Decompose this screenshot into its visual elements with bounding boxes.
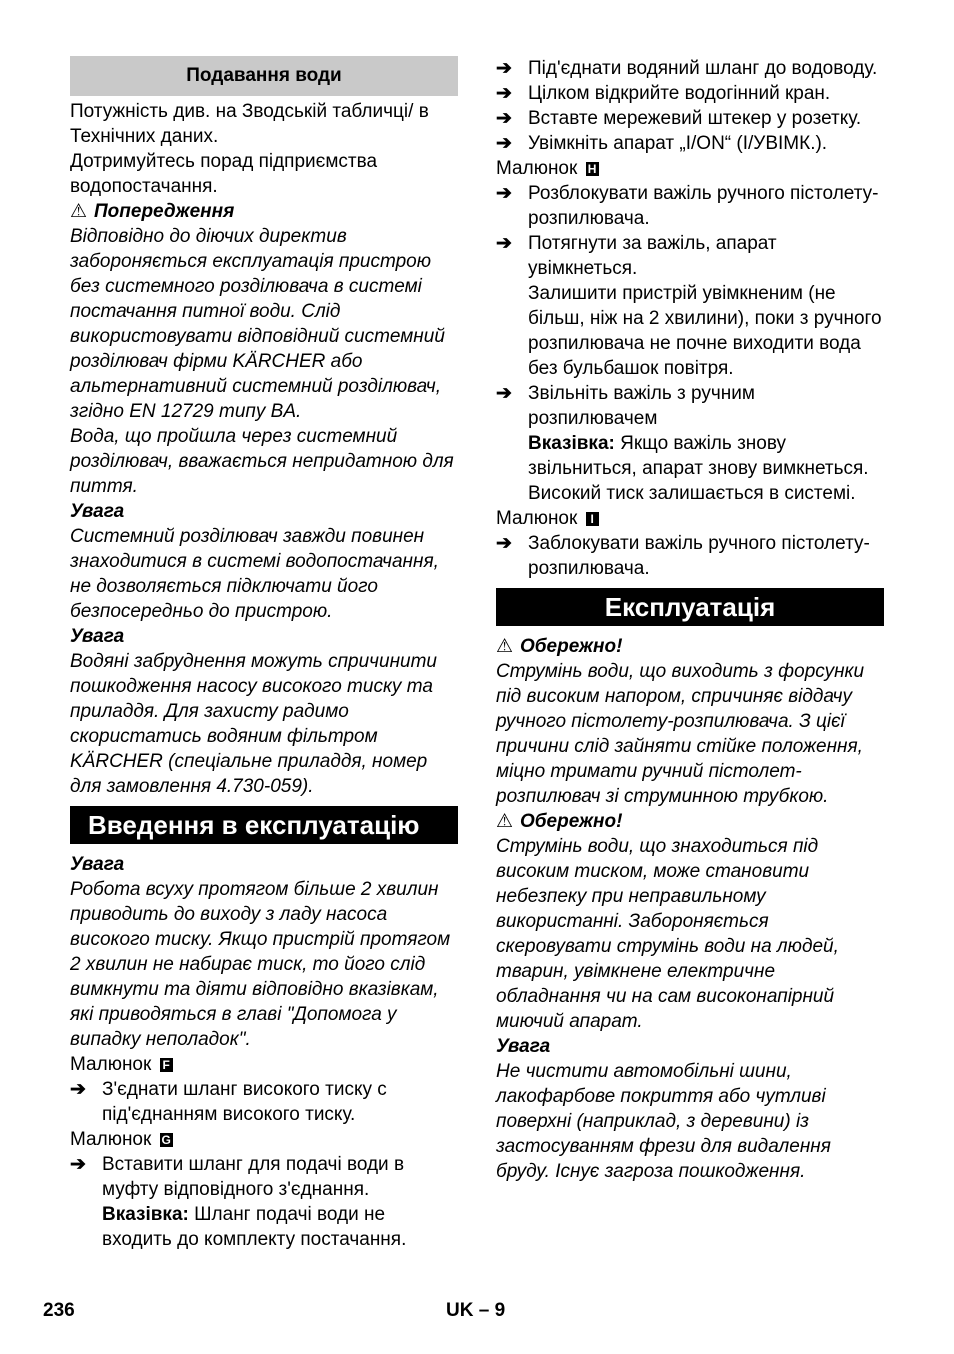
danger-text-recoil: Струмінь води, що виходить з форсунки під високим напором, спричиняє віддачу ручного пістолету-розпилювача. З цієї причини слід зайняти стійке положення, міцно тримати ручний пістолет-розпилювач зі струминною трубкою. (496, 661, 865, 807)
danger-label: ⚠ Обережно! (496, 636, 623, 657)
paragraph-water-company: Дотримуйтесь порад підприємства водопостачання. (70, 151, 378, 197)
step-item: ➔ Увімкніть апарат „I/ON“ (I/УВІМК.). (496, 133, 828, 154)
right-column (496, 56, 884, 1184)
arrow-right-icon: ➔ (496, 383, 512, 404)
step-item: ➔ Заблокувати важіль ручного пістолету-розпилювача. (496, 533, 870, 579)
figure-reference-f: Малюнок F (70, 1052, 458, 1077)
warning-triangle-icon: ⚠ (496, 811, 514, 832)
caution-text-filter: Водяні забруднення можуть спричинити пошкодження насосу високого тиску та приладдя. Для захисту радимо скористатись водяним фільтром KÄRCHER (спеціальне приладдя, номер для замовлення 4.730-059). (70, 651, 437, 797)
figure-reference-g: Малюнок G (70, 1129, 171, 1150)
figure-letter-badge: G (161, 1133, 171, 1147)
figure-letter-badge: I (586, 512, 599, 526)
warning-text-drinking: Вода, що пройшла через системний розділювач, вважається непридатною для пиття. (70, 426, 454, 497)
step-item: ➔ Під'єднати водяний шланг до водоводу. (496, 58, 878, 79)
figure-letter-badge: H (586, 162, 599, 176)
step-item: ➔ Потягнути за важіль, апарат увімкнеться. (496, 233, 777, 279)
caution-label: Увага (496, 1036, 551, 1057)
step-item: ➔ Вставте мережевий штекер у розетку. (496, 108, 862, 129)
step-item: ➔ З'єднати шланг високого тиску с під'єднанням високого тиску. (70, 1079, 387, 1125)
danger-label: ⚠ Обережно! (496, 811, 623, 832)
arrow-right-icon: ➔ (496, 133, 512, 154)
figure-letter-badge: F (160, 1058, 173, 1072)
caution-label: Увага (70, 501, 125, 522)
caution-text-dry-run: Робота всуху протягом більше 2 хвилин приводить до виходу з ладу насоса високого тиску. Якщо пристрій протягом 2 хвилин не набирає тиск, то його слід вимкнути та діяти відповідно вказівкам, які приводяться в главі "Допомога у випадку неполадок". (70, 879, 451, 1050)
caution-text-separator: Системний розділювач завжди повинен знаходитися в системі водопостачання, не дозволяється підключати його безпосередньо до пристрою. (70, 526, 439, 622)
arrow-right-icon: ➔ (496, 58, 512, 79)
arrow-right-icon: ➔ (496, 83, 512, 104)
arrow-right-icon: ➔ (496, 533, 512, 554)
section-heading-commissioning: Введення в експлуатацію (70, 806, 458, 844)
step-sub-text: Залишити пристрій увімкненим (не більш, ніж на 2 хвилини), поки з ручного розпилювача не почне виходити вода без бульбашок повітря. (528, 283, 882, 379)
caution-text-tyres: Не чистити автомобільні шини, лакофарбове покриття або чутливі поверхні (наприклад, з деревини) із застосуванням фрези для видалення бруду. Існує загроза пошкодження. (496, 1061, 831, 1182)
caution-label: Увага (70, 854, 125, 875)
step-item: ➔ Розблокувати важіль ручного пістолету-розпилювача. (496, 183, 879, 229)
figure-reference-i: Малюнок I (496, 506, 884, 531)
warning-label: ⚠ Попередження (70, 201, 235, 222)
note-supply-hose: Вказівка: Шланг подачі води не входить до комплекту постачання. (102, 1204, 407, 1250)
note-lever: Вказівка: Якщо важіль знову звільниться, апарат знову вимкнеться. Високий тиск залишається в системі. (528, 433, 869, 504)
step-item: ➔ Цілком відкрийте водогінний кран. (496, 83, 831, 104)
arrow-right-icon: ➔ (70, 1079, 86, 1100)
figure-reference-h: Малюнок H (496, 156, 884, 181)
danger-text-jet: Струмінь води, що знаходиться під високим тиском, може становити небезпеку при неправильному використанні. Забороняється скеровувати струмінь води на людей, тварин, увімкнене електричне обладнання чи на сам високонапірний миючий апарат. (496, 836, 839, 1032)
step-item: ➔ Звільніть важіль з ручним розпилювачем (496, 383, 755, 429)
left-column (70, 56, 458, 1252)
warning-text: Відповідно до діючих директив забороняється експлуатація пристрою без системного розділювача в системі постачання питної води. Слід використовувати відповідний системний розділювач фірми KÄRCHER або альтернативний системний розділювач, згідно EN 12729 типу BA. (70, 226, 445, 422)
section-heading-operation: Експлуатація (496, 588, 884, 626)
page-code: UK – 9 (446, 1300, 506, 1321)
warning-triangle-icon: ⚠ (496, 636, 514, 657)
warning-triangle-icon: ⚠ (70, 201, 88, 222)
paragraph-power-info: Потужність див. на Зводській табличці/ в Технічних даних. (70, 101, 429, 147)
arrow-right-icon: ➔ (496, 108, 512, 129)
arrow-right-icon: ➔ (496, 233, 512, 254)
section-heading-water-supply: Подавання води (70, 56, 458, 96)
arrow-right-icon: ➔ (70, 1154, 86, 1175)
step-item: ➔ Вставити шланг для подачі води в муфту відповідного з'єднання. (70, 1154, 405, 1200)
caution-label: Увага (70, 626, 125, 647)
arrow-right-icon: ➔ (496, 183, 512, 204)
page-number: 236 (43, 1300, 75, 1321)
